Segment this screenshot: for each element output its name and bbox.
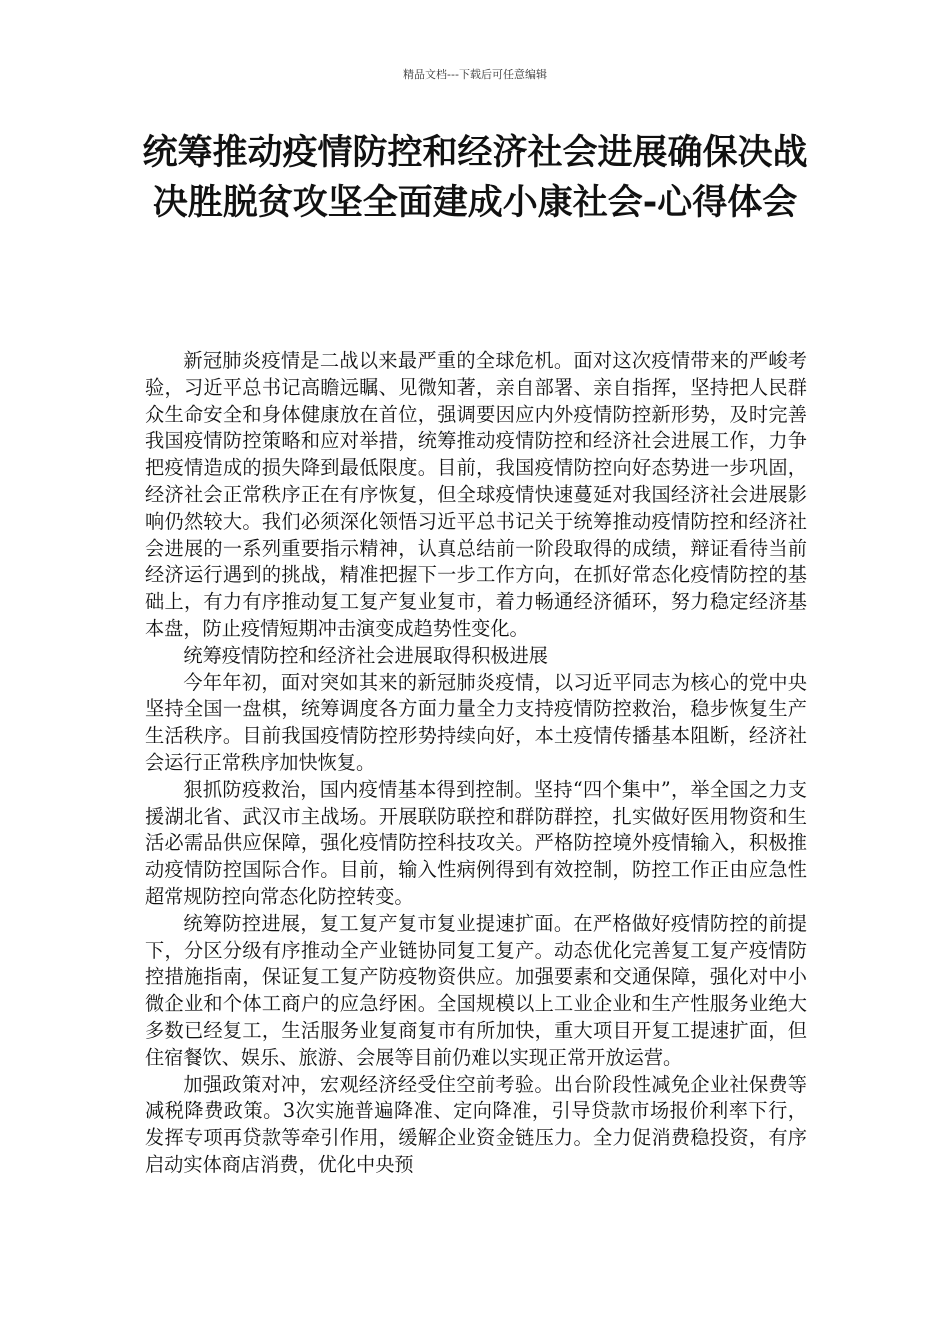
document-title: 统筹推动疫情防控和经济社会进展确保决战决胜脱贫攻坚全面建成小康社会-心得体会 [142, 133, 808, 223]
paragraph: 狠抓防疫救治，国内疫情基本得到控制。坚持“四个集中”，举全国之力支援湖北省、武汉市主战场。开展联防联控和群防群控，扎实做好医用物资和生活必需品供应保障，强化疫情防控科技攻关。严格防控境外疫情输入，积极推动疫情防控国际合作。目前，输入性病例得到有效控制，防控工作正由应急性超常规防控向常态化防控转变。 [145, 777, 807, 908]
document-body [145, 348, 807, 1179]
paragraph-intro: 新冠肺炎疫情是二战以来最严重的全球危机。面对这次疫情带来的严峻考验，习近平总书记高瞻远瞩、见微知著，亲自部署、亲自指挥，坚持把人民群众生命安全和身体健康放在首位，强调要因应内外疫情防控新形势，及时完善我国疫情防控策略和应对举措，统筹推动疫情防控和经济社会进展工作，力争把疫情造成的损失降到最低限度。目前，我国疫情防控向好态势进一步巩固，经济社会正常秩序正在有序恢复，但全球疫情快速蔓延对我国经济社会进展影响仍然较大。我们必须深化领悟习近平总书记关于统筹推动疫情防控和经济社会进展的一系列重要指示精神，认真总结前一阶段取得的成绩，辩证看待当前经济运行遇到的挑战，精准把握下一步工作方向，在抓好常态化疫情防控的基础上，有力有序推动复工复产复业复市，着力畅通经济循环，努力稳定经济基本盘，防止疫情短期冲击演变成趋势性变化。 [145, 349, 807, 640]
paragraph: 加强政策对冲，宏观经济经受住空前考验。出台阶段性减免企业社保费等减税降费政策。3次实施普遍降准、定向降准，引导贷款市场报价利率下行，发挥专项再贷款等牵引作用，缓解企业资金链压力。全力促消费稳投资，有序启动实体商店消费，优化中央预 [145, 1072, 807, 1176]
paragraph: 统筹防控进展，复工复产复市复业提速扩面。在严格做好疫情防控的前提下，分区分级有序推动全产业链协同复工复产。动态优化完善复工复产疫情防控措施指南，保证复工复产防疫物资供应。加强要素和交通保障，强化对中小微企业和个体工商户的应急纾困。全国规模以上工业企业和生产性服务业绝大多数已经复工，生活服务业复商复市有所加快，重大项目开复工提速扩面，但住宿餐饮、娱乐、旅游、会展等目前仍难以实现正常开放运营。 [145, 911, 807, 1069]
page-header: 精品文档---下载后可任意编辑 [403, 68, 547, 81]
paragraph: 今年年初，面对突如其来的新冠肺炎疫情，以习近平同志为核心的党中央坚持全国一盘棋，统筹调度各方面力量全力支持疫情防控救治，稳步恢复生产生活秩序。目前我国疫情防控形势持续向好，本土疫情传播基本阻断，经济社会运行正常秩序加快恢复。 [145, 670, 807, 774]
section-heading: 统筹疫情防控和经济社会进展取得积极进展 [183, 643, 548, 667]
